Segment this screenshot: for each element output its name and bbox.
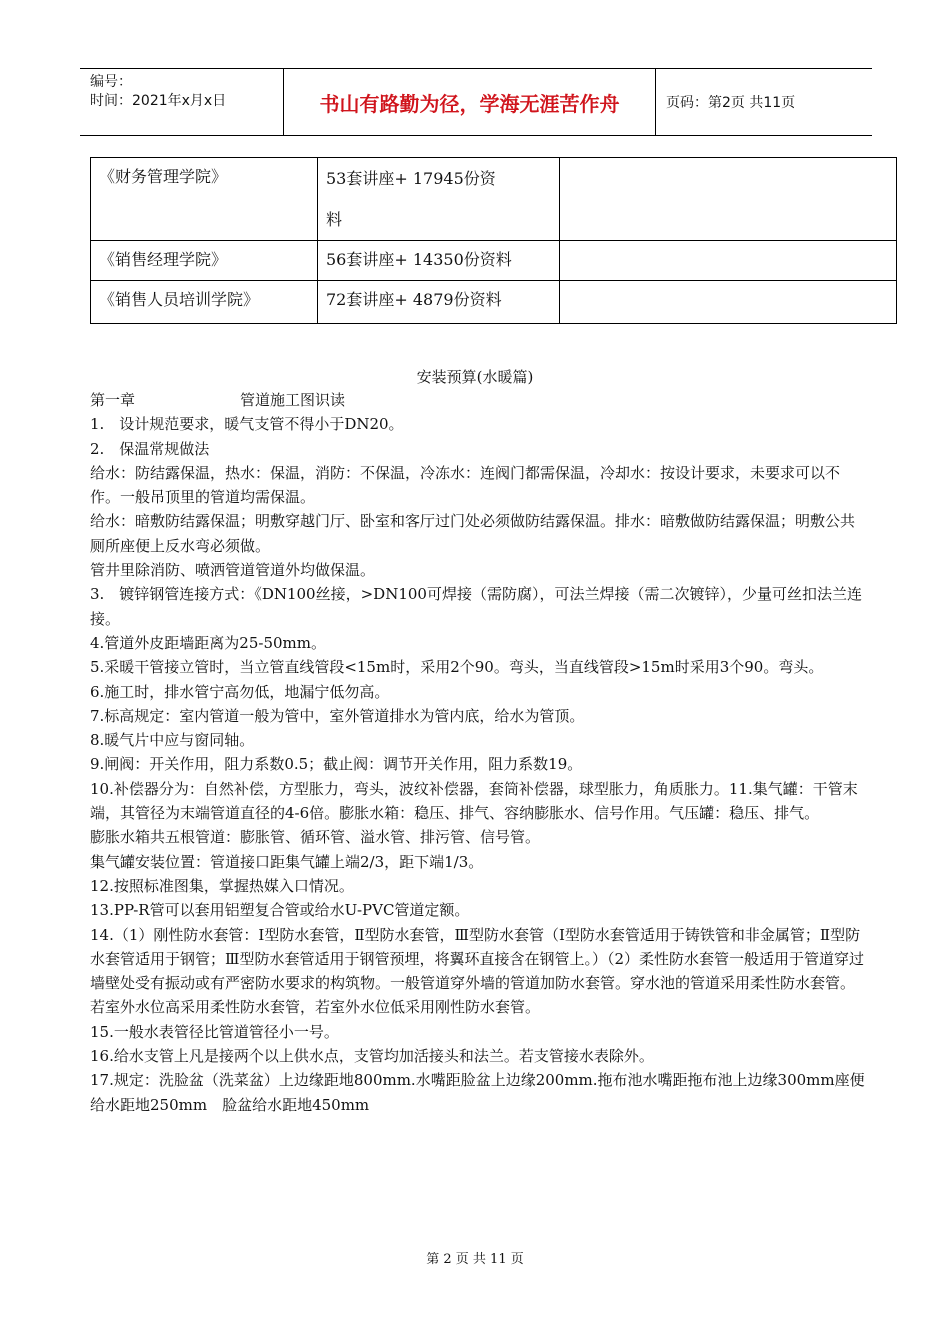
paragraph: 8.暖气片中应与窗同轴。 — [90, 731, 255, 750]
paragraph: 管井里除消防、喷洒管道管道外均做保温。 — [90, 561, 376, 580]
value-line: 53套讲座+ 17945份资 — [326, 169, 496, 188]
table-cell-name: 《财务管理学院》 — [91, 158, 318, 241]
chapter-title: 管道施工图识读 — [240, 391, 346, 409]
paragraph: 5.采暖干管接立管时，当立管直线管段<15m时，采用2个90。弯头，当直线管段>15m时采用3个90。弯头。 — [90, 658, 824, 677]
table-cell-value — [318, 158, 560, 241]
header-page-label: 页码：第2页 共11页 — [666, 95, 796, 111]
paragraph: 给水：防结露保温，热水：保温，消防：不保温，冷冻水：连阀门都需保温，冷却水：按设计要求，未要求可以不作。一般吊顶里的管道均需保温。 — [90, 463, 841, 507]
paragraph: 膨胀水箱共五根管道：膨胀管、循环管、溢水管、排污管、信号管。 — [90, 828, 541, 847]
paragraph: 4.管道外皮距墙距离为25-50mm。 — [90, 633, 327, 652]
table-row — [91, 158, 897, 241]
paragraph: 3. 镀锌钢管连接方式：《DN100丝接，>DN100可焊接（需防腐），可法兰焊接（需二次镀锌），少量可丝扣法兰连接。 — [90, 585, 862, 628]
paragraph: 1. 设计规范要求，暖气支管不得小于DN20。 — [90, 415, 404, 434]
table-cell-value: 72套讲座+ 4879份资料 — [318, 281, 560, 324]
paragraph: 7.标高规定：室内管道一般为管中，室外管道排水为管内底，给水为管顶。 — [90, 706, 585, 725]
header-motto: 书山有路勤为径，学海无涯苦作舟 — [284, 69, 656, 135]
paragraph: 12.按照标准图集，掌握热媒入口情况。 — [90, 876, 354, 895]
paragraph: 15.一般水表管径比管道管径小一号。 — [90, 1022, 339, 1041]
table-cell-extra — [560, 281, 897, 324]
table-cell-name: 《销售经理学院》 — [91, 241, 318, 281]
document-title: 安装预算(水暖篇) — [416, 368, 534, 386]
resource-table — [90, 157, 897, 324]
page-header — [80, 68, 872, 136]
table-cell-value: 56套讲座+ 14350份资料 — [318, 241, 560, 281]
paragraph: 6.施工时，排水管宁高勿低，地漏宁低勿高。 — [90, 682, 390, 701]
header-meta — [80, 69, 284, 135]
paragraph: 13.PP-R管可以套用铝塑复合管或给水U-PVC管道定额。 — [90, 901, 470, 920]
paragraph: 17.规定：洗脸盆（洗菜盆）上边缘距地800mm.水嘴距脸盆上边缘200mm.拖布池水嘴距拖布池上边缘300mm座便给水距地250mm 脸盆给水距地450mm — [90, 1071, 865, 1114]
table-cell-extra — [560, 158, 897, 241]
page-footer: 第 2 页 共 11 页 — [426, 1252, 524, 1267]
date-label: 时间：2021年x月x日 — [90, 93, 227, 109]
paragraph: 16.给水支管上凡是接两个以上供水点，支管均加活接头和法兰。若支管接水表除外。 — [90, 1047, 654, 1066]
paragraph: 给水：暗敷防结露保温；明敷穿越门厅、卧室和客厅过门处必须做防结露保温。排水：暗敷做防结露保温；明敷公共厕所座便上反水弯必须做。 — [90, 512, 856, 555]
table-row — [91, 281, 897, 324]
number-label: 编号： — [90, 74, 132, 90]
paragraph: 9.闸阀：开关作用，阻力系数0.5；截止阀：调节开关作用，阻力系数19。 — [90, 755, 583, 774]
paragraph: 14.（1）刚性防水套管：Ⅰ型防水套管，Ⅱ型防水套管，Ⅲ型防水套管（Ⅰ型防水套管适用于铸铁管和非金属管；Ⅱ型防水套管适用于钢管；Ⅲ型防水套管适用于钢管预埋，将翼环直接含在钢管上。）（2）柔性防水套管一般适用于管道穿过墙壁处受有振动或有严密防水要求的构筑物。一般管道穿外墙的管道加防水套管。穿水池的管道采用柔性防水套管。若室外水位高采用柔性防水套管，若室外水位低采用刚性防水套管。 — [90, 925, 865, 1017]
document-body — [90, 388, 865, 1117]
table-cell-name: 《销售人员培训学院》 — [91, 281, 318, 324]
paragraph: 2. 保温常规做法 — [90, 439, 210, 458]
chapter-heading — [90, 388, 865, 412]
paragraph: 集气罐安装位置：管道接口距集气罐上端2/3，距下端1/3。 — [90, 852, 484, 871]
chapter-number: 第一章 — [90, 391, 136, 409]
table-row — [91, 241, 897, 281]
paragraph-list — [90, 412, 865, 1117]
value-line: 料 — [326, 210, 343, 229]
paragraph: 10.补偿器分为：自然补偿，方型胀力，弯头，波纹补偿器，套筒补偿器，球型胀力，角质胀力。11.集气罐：干管末端，其管径为末端管道直径的4-6倍。膨胀水箱：稳压、排气、容纳膨胀水、信号作用。气压罐：稳压、排气。 — [90, 779, 858, 823]
table-cell-extra — [560, 241, 897, 281]
